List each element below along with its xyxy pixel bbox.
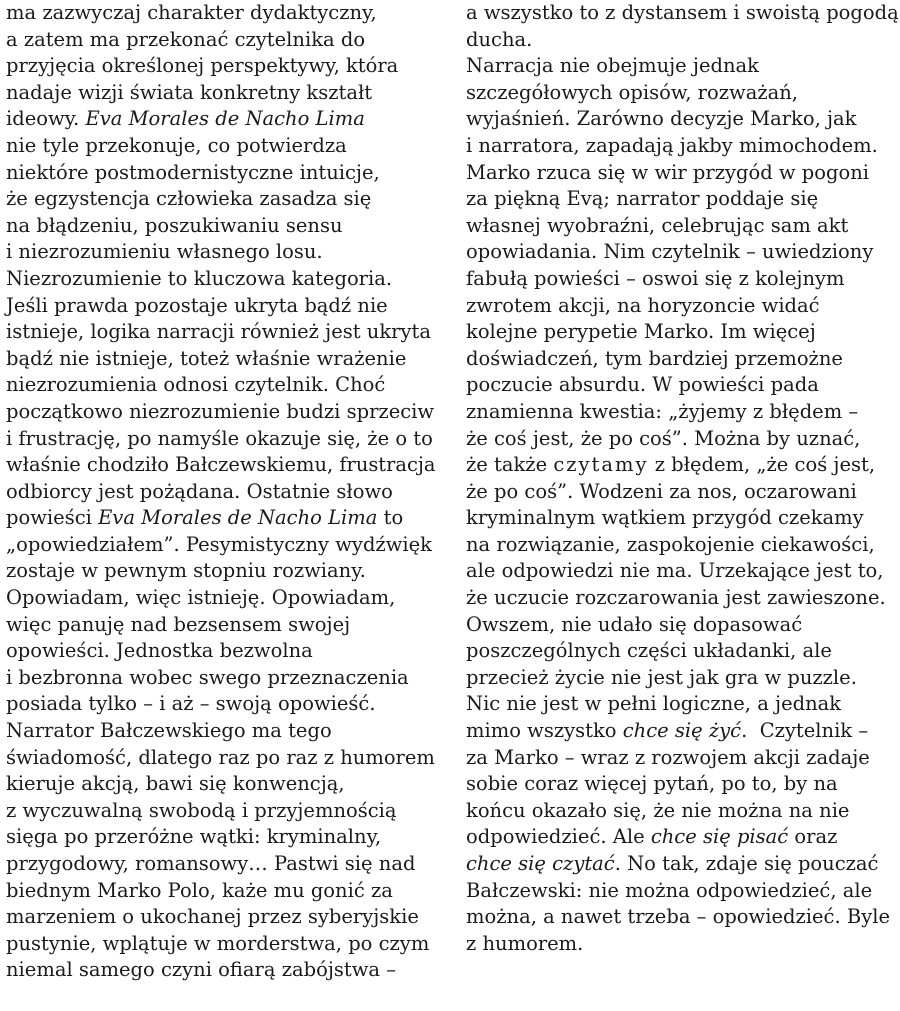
text-line [466, 372, 900, 399]
text-line [466, 426, 900, 453]
text-line [6, 665, 436, 692]
text-line [6, 638, 436, 665]
text-run: kryminalnym wątkiem przygód czekamy [466, 506, 864, 530]
text-run: Marko rzuca się w wir przygód w pogoni [466, 160, 870, 184]
text-run: fabułą powieści – oswoi się z kolejnym [466, 266, 845, 290]
text-run: bądź nie istnieje, toteż właśnie wrażenie [6, 346, 407, 370]
text-run: za Marko – wraz z rozwojem akcji zadaje [466, 745, 870, 769]
text-run: że także [466, 453, 554, 477]
text-line [466, 691, 900, 718]
text-line [466, 319, 900, 346]
text-line [6, 452, 436, 479]
text-line [6, 532, 436, 559]
text-run: sobie coraz więcej pytań, po to, by na [466, 772, 838, 796]
text-run: ma zazwyczaj charakter dydaktyczny, [6, 1, 377, 24]
text-run: Owszem, nie udało się dopasować [466, 612, 803, 636]
text-line [6, 0, 436, 27]
text-run: zwrotem akcji, na horyzoncie widać [466, 293, 820, 317]
text-line [466, 745, 900, 772]
text-run: posiada tylko – i aż – swoją opowieść. [6, 692, 376, 716]
text-run: ideowy. [6, 107, 86, 131]
text-line [6, 266, 436, 293]
text-line [6, 53, 436, 80]
text-line [6, 319, 436, 346]
text-run: niezrozumienia odnosi czytelnik. Choć [6, 373, 386, 397]
text-line [466, 638, 900, 665]
text-run: „opowiedziałem”. Pesymistyczny wydźwięk [6, 532, 432, 556]
text-run: Niezrozumienie to kluczowa kategoria. [6, 266, 393, 290]
text-line [6, 27, 436, 54]
text-line [466, 346, 900, 373]
text-line [6, 957, 436, 984]
text-line [6, 851, 436, 878]
text-run: że coś jest, że po coś”. Można by uznać, [466, 426, 861, 450]
text-line [6, 771, 436, 798]
text-line [466, 0, 900, 27]
text-run: i frustrację, po namyśle okazuje się, że o to [6, 426, 433, 450]
italic-text: Eva Morales de Nacho Lima [98, 506, 378, 530]
text-line [466, 824, 900, 851]
text-line [6, 399, 436, 426]
text-line [466, 452, 900, 479]
text-line [6, 239, 436, 266]
text-run: marzeniem o ukochanej przez syberyjskie [6, 905, 419, 929]
text-run: doświadczeń, tym bardziej przemożne [466, 346, 843, 370]
text-line [6, 878, 436, 905]
text-line [6, 798, 436, 825]
text-line [6, 824, 436, 851]
text-run: kolejne perypetie Marko. Im więcej [466, 320, 816, 344]
text-run: końcu okazało się, że nie można na nie [466, 798, 850, 822]
text-run: więc panuję nad bezsensem swojej [6, 612, 351, 636]
text-run: że uczucie rozczarowania jest zawieszone. [466, 586, 886, 610]
text-line [6, 558, 436, 585]
text-run: początkowo niezrozumienie budzi sprzeciw [6, 399, 435, 423]
text-line [466, 585, 900, 612]
italic-text: chce się czytać [466, 852, 615, 875]
text-run: Nic nie jest w pełni logiczne, a jednak [466, 692, 842, 716]
text-run: że egzystencja człowieka zasadza się [6, 187, 372, 211]
text-run: niemal samego czyni ofiarą zabójstwa – [6, 958, 396, 982]
text-run: właśnie chodziło Bałczewskiemu, frustracja [6, 453, 436, 477]
text-run: . No tak, zdaje się pouczać [614, 852, 879, 875]
text-run: świadomość, dlatego raz po raz z humorem [6, 745, 435, 769]
text-line [6, 133, 436, 160]
text-line [6, 612, 436, 639]
text-line [466, 186, 900, 213]
text-line [466, 213, 900, 240]
text-run: nadaje wizji świata konkretny kształt [6, 80, 373, 104]
italic-text: chce się żyć [622, 719, 742, 743]
text-line [6, 293, 436, 320]
text-line [6, 479, 436, 506]
text-line [6, 186, 436, 213]
text-run: wyjaśnień. Zarówno decyzje Marko, jak [466, 107, 857, 131]
text-run: kieruje akcją, bawi się konwencją, [6, 772, 345, 796]
text-line [466, 798, 900, 825]
text-line [6, 346, 436, 373]
text-line [6, 80, 436, 107]
text-line [6, 745, 436, 772]
text-line [466, 399, 900, 426]
text-run: Jeśli prawda pozostaje ukryta bądź nie [6, 293, 388, 317]
text-line [466, 293, 900, 320]
text-run: a wszystko to z dystansem i swoistą pogodą [466, 1, 899, 24]
text-line [466, 160, 900, 187]
text-line [466, 80, 900, 107]
text-line [466, 851, 900, 878]
text-run: z humorem. [466, 931, 584, 955]
text-run: biednym Marko Polo, każe mu gonić za [6, 878, 393, 902]
text-line [466, 27, 900, 54]
text-run: na rozwiązanie, zaspokojenie ciekawości, [466, 532, 875, 556]
text-run: ducha. [466, 27, 533, 51]
text-run: na błądzeniu, poszukiwaniu sensu [6, 213, 343, 237]
text-line [466, 718, 900, 745]
text-run: i bezbronna wobec swego przeznaczenia [6, 665, 409, 689]
text-line [6, 372, 436, 399]
italic-text: chce się pisać [650, 825, 789, 849]
text-run: i niezrozumieniu własnego losu. [6, 240, 323, 264]
text-run: Narrator Bałczewskiego ma tego [6, 719, 332, 743]
text-run: nie tyle przekonuje, co potwierdza [6, 133, 347, 157]
text-line [6, 931, 436, 958]
text-line [466, 53, 900, 80]
text-line [466, 665, 900, 692]
text-line [466, 771, 900, 798]
text-run: to [377, 506, 404, 530]
text-run: Opowiadam, więc istnieję. Opowiadam, [6, 586, 396, 610]
text-line [466, 239, 900, 266]
text-line [466, 479, 900, 506]
text-run: opowieści. Jednostka bezwolna [6, 639, 313, 663]
text-run: szczegółowych opisów, rozważań, [466, 80, 798, 104]
text-run: a zatem ma przekonać czytelnika do [6, 27, 366, 51]
text-run: że po coś”. Wodzeni za nos, oczarowani [466, 479, 857, 503]
text-line [6, 718, 436, 745]
text-run: i narratora, zapadają jakby mimochodem. [466, 133, 878, 157]
text-line [466, 558, 900, 585]
text-run: opowiadania. Nim czytelnik – uwiedziony [466, 240, 874, 264]
text-line [6, 213, 436, 240]
text-run: pustynie, wplątuje w morderstwa, po czym [6, 931, 430, 955]
text-line [6, 904, 436, 931]
text-run: powieści [6, 506, 99, 530]
text-run: za piękną Evą; narrator poddaje się [466, 187, 819, 211]
italic-text: Eva Morales de Nacho Lima [85, 107, 365, 131]
text-run: niektóre postmodernistyczne intuicje, [6, 160, 380, 184]
text-run: przyjęcia określonej perspektywy, która [6, 54, 399, 78]
text-line [466, 106, 900, 133]
text-line [6, 585, 436, 612]
text-line [466, 904, 900, 931]
text-run: Narracja nie obejmuje jednak [466, 54, 759, 78]
text-run: zostaje w pewnym stopniu rozwiany. [6, 559, 366, 583]
text-run: odpowiedzieć. Ale [466, 825, 651, 849]
text-line [6, 106, 436, 133]
text-line [466, 505, 900, 532]
text-run: poszczególnych części układanki, ale [466, 639, 832, 663]
text-run: znamienna kwestia: „żyjemy z błędem – [466, 399, 859, 423]
text-line [466, 878, 900, 905]
text-line [6, 426, 436, 453]
text-run: poczucie absurdu. W powieści pada [466, 373, 819, 397]
text-run: przygodowy, romansowy… Pastwi się nad [6, 852, 416, 875]
text-run: mimo wszystko [466, 719, 623, 743]
text-run: Bałczewski: nie można odpowiedzieć, ale [466, 878, 873, 902]
text-line [466, 133, 900, 160]
spaced-emphasis-text: czytamy [553, 453, 649, 477]
text-run: . Czytelnik – [741, 719, 869, 743]
text-run: oraz [788, 825, 838, 849]
text-line [466, 532, 900, 559]
text-run: przecież życie nie jest jak gra w puzzle. [466, 665, 857, 689]
text-run: własnej wyobraźni, celebrując sam akt [466, 213, 849, 237]
text-run: ale odpowiedzi nie ma. Urzekające jest to, [466, 559, 884, 583]
text-line [6, 505, 436, 532]
text-column-left [6, 0, 436, 984]
text-run: istnieje, logika narracji również jest ukryta [6, 320, 431, 344]
text-line [466, 612, 900, 639]
text-column-right [466, 0, 900, 957]
text-line [466, 266, 900, 293]
text-line [6, 691, 436, 718]
text-run: z błędem, „że coś jest, [648, 453, 876, 477]
text-run: z wyczuwalną swobodą i przyjemnością [6, 798, 397, 822]
text-run: sięga po przeróżne wątki: kryminalny, [6, 825, 382, 849]
text-run: można, a nawet trzeba – opowiedzieć. Byle [466, 905, 890, 929]
text-line [6, 160, 436, 187]
text-run: odbiorcy jest pożądana. Ostatnie słowo [6, 479, 393, 503]
text-line [466, 931, 900, 958]
